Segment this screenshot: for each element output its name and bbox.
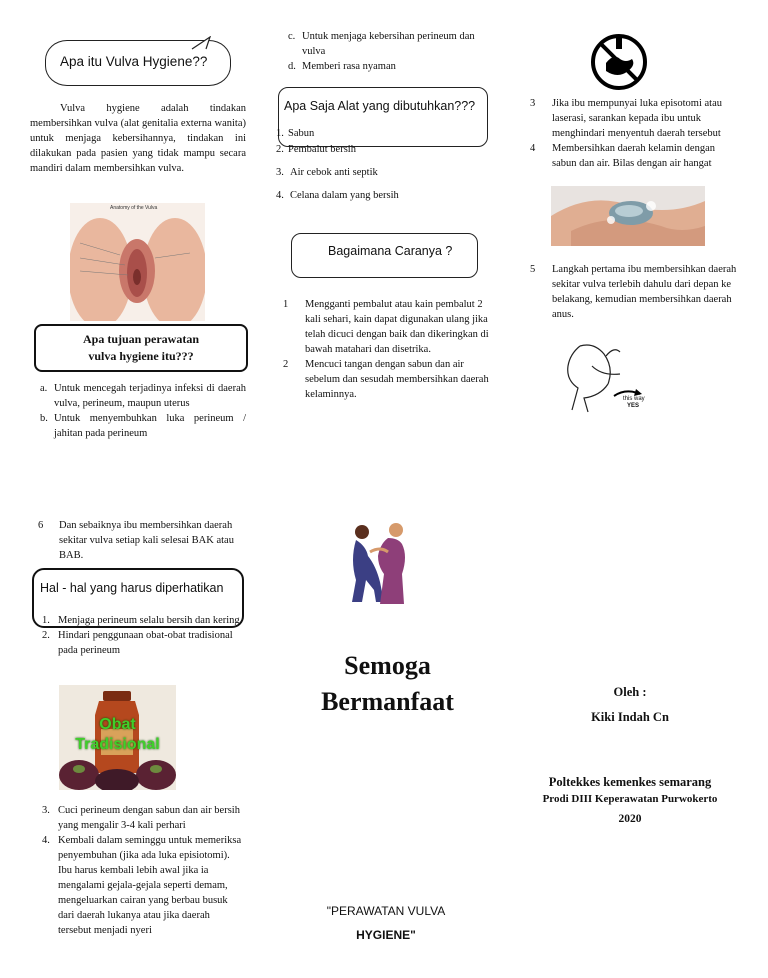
list-text: Untuk mencegah terjadinya infeksi di daerah vulva, perineum, maupun uterus bbox=[54, 383, 246, 409]
prodi-name: Prodi DIII Keperawatan Purwokerto bbox=[542, 793, 718, 805]
oleh-label: Oleh : bbox=[613, 685, 647, 699]
list-marker: 5 bbox=[530, 264, 536, 275]
hal-list-continued bbox=[42, 803, 242, 938]
list-item bbox=[283, 297, 493, 357]
list-item bbox=[42, 803, 242, 833]
list-marker: 2. bbox=[42, 630, 50, 641]
closing-line2: Bermanfaat bbox=[321, 687, 454, 716]
anatomy-caption: Anatomy of the Vulva bbox=[110, 205, 158, 211]
obat-line1: Obat bbox=[99, 716, 136, 733]
hal-title: Hal - hal yang harus diperhatikan bbox=[40, 581, 224, 595]
list-marker: 2. bbox=[276, 144, 284, 155]
list-text: Sabun bbox=[288, 128, 315, 139]
list-marker: 3. bbox=[42, 805, 50, 816]
list-text: Memberi rasa nyaman bbox=[302, 61, 396, 72]
list-item bbox=[42, 613, 242, 628]
list-marker: 1 bbox=[283, 299, 289, 310]
list-text: Pembalut bersih bbox=[288, 144, 356, 155]
list-item bbox=[276, 142, 486, 157]
list-marker: 1. bbox=[42, 615, 50, 626]
list-text: Jika ibu mempunyai luka episotomi atau laserasi, sarankan kepada ibu untuk menghindari menyentuh daerah tersebut bbox=[552, 98, 723, 139]
list-marker: 3 bbox=[530, 98, 536, 109]
list-text: Celana dalam yang bersih bbox=[290, 190, 399, 201]
list-text: Air cebok anti septik bbox=[290, 167, 378, 178]
list-item bbox=[276, 126, 486, 141]
nurse-mother-illustration bbox=[348, 520, 416, 606]
obat-line2: Tradisional bbox=[75, 736, 160, 753]
alat-title: Apa Saja Alat yang dibutuhkan??? bbox=[284, 99, 476, 113]
hand-washing-image bbox=[551, 186, 705, 246]
no-touch-icon bbox=[588, 33, 650, 91]
cara-list-3-4 bbox=[530, 96, 738, 171]
intro-paragraph bbox=[30, 101, 246, 176]
list-text: Cuci perineum dengan sabun dan air bersih yang mengalir 3-4 kali perhari bbox=[58, 805, 240, 831]
list-marker: a. bbox=[40, 383, 48, 394]
list-text: Untuk menjaga kebersihan perineum dan vulva bbox=[302, 31, 475, 57]
cara-list bbox=[283, 297, 493, 402]
bubble-title: Apa itu Vulva Hygiene?? bbox=[60, 54, 208, 69]
closing-message bbox=[300, 648, 475, 720]
list-item bbox=[42, 628, 242, 658]
list-marker: 6 bbox=[38, 520, 44, 531]
list-text: Mencuci tangan dengan sabun dan air sebelum dan sesudah membersihkan daerah kelaminnya. bbox=[305, 359, 489, 400]
tujuan-list bbox=[40, 381, 246, 441]
institution-name: Poltekkes kemenkes semarang bbox=[548, 775, 712, 789]
list-item bbox=[40, 381, 246, 411]
list-item bbox=[530, 141, 738, 171]
list-item bbox=[38, 518, 246, 563]
leaflet-title bbox=[296, 899, 476, 947]
cara-list-5 bbox=[530, 262, 740, 322]
bubble-tail-icon bbox=[190, 36, 216, 50]
tujuan-title-line2: vulva hygiene itu??? bbox=[88, 349, 194, 363]
list-item bbox=[40, 411, 246, 441]
list-item bbox=[288, 59, 498, 74]
leaflet-title-line2: HYGIENE" bbox=[356, 928, 416, 942]
author-name: Kiki Indah Cn bbox=[591, 710, 669, 724]
hal-list bbox=[42, 613, 242, 658]
year: 2020 bbox=[618, 813, 642, 825]
cara-title-box bbox=[291, 233, 478, 278]
list-text: Mengganti pembalut atau kain pembalut 2 kali sehari, kain dapat digunakan ulang jika telah dicuci dengan baik dan dikeringkan di bawah matahari dan disetrika. bbox=[305, 299, 489, 355]
vulva-anatomy-image bbox=[70, 203, 205, 321]
list-item bbox=[276, 165, 486, 180]
cara-list-6 bbox=[38, 518, 246, 563]
list-marker: 4. bbox=[42, 835, 50, 846]
list-text: Membersihkan daerah kelamin dengan sabun dan air. Bilas dengan air hangat bbox=[552, 143, 715, 169]
list-text: Dan sebaiknya ibu membersihkan daerah sekitar vulva setiap kali selesai BAK atau BAB. bbox=[59, 520, 234, 561]
list-item bbox=[530, 96, 738, 141]
list-marker: 3. bbox=[276, 167, 284, 178]
tujuan-title-line1: Apa tujuan perawatan bbox=[82, 332, 199, 346]
leaflet-title-line1: "PERAWATAN VULVA bbox=[326, 904, 446, 918]
list-marker: c. bbox=[288, 31, 296, 42]
list-text: Untuk menyembuhkan luka perineum / jahitan pada perineum bbox=[54, 413, 246, 439]
alat-list bbox=[276, 126, 486, 203]
intro-text: Vulva hygiene adalah tindakan membersihkan vulva (alat genitalia externa wanita) untuk menjaga kebersihannya, tindakan ini dilakukan pada pasien yang tidak mampu secara mandiri dalam membersihkan vulva. bbox=[30, 103, 246, 174]
institution-block bbox=[510, 775, 750, 825]
list-marker: 1. bbox=[276, 128, 284, 139]
list-item bbox=[288, 29, 498, 59]
list-item bbox=[42, 833, 242, 938]
list-item bbox=[283, 357, 493, 402]
obat-tradisional-image bbox=[59, 685, 176, 790]
list-marker: 4 bbox=[530, 143, 536, 154]
arrow-label-this-way: this way bbox=[623, 396, 645, 402]
author-block bbox=[550, 685, 710, 725]
closing-line1: Semoga bbox=[344, 651, 431, 680]
list-text: Kembali dalam seminggu untuk memeriksa penyembuhan (jika ada luka episiotomi). Ibu harus kembali lebih awal jika ia mengalami gejala-gejala seperti demam, mengeluarkan cairan yang berbau busuk dari daerah lukanya atau jika daerah tersebut menjadi nyeri bbox=[58, 835, 242, 936]
arrow-label-yes: YES bbox=[627, 403, 640, 409]
tujuan-list-continued bbox=[288, 29, 498, 74]
cara-title: Bagaimana Caranya ? bbox=[328, 244, 453, 258]
tujuan-box bbox=[34, 324, 248, 372]
list-marker: 2 bbox=[283, 359, 289, 370]
list-text: Langkah pertama ibu membersihkan daerah sekitar vulva terlebih dahulu dari depan ke belakang, kemudian membersihkan daerah anus. bbox=[552, 264, 737, 320]
list-item bbox=[530, 262, 740, 322]
list-marker: 4. bbox=[276, 190, 284, 201]
squatting-cleaning-illustration bbox=[552, 336, 662, 416]
list-marker: d. bbox=[288, 61, 296, 72]
list-text: Menjaga perineum selalu bersih dan kering bbox=[58, 615, 240, 626]
list-marker: b. bbox=[40, 413, 48, 424]
list-text: Hindari penggunaan obat-obat tradisional pada perineum bbox=[58, 630, 233, 656]
list-item bbox=[276, 188, 486, 203]
